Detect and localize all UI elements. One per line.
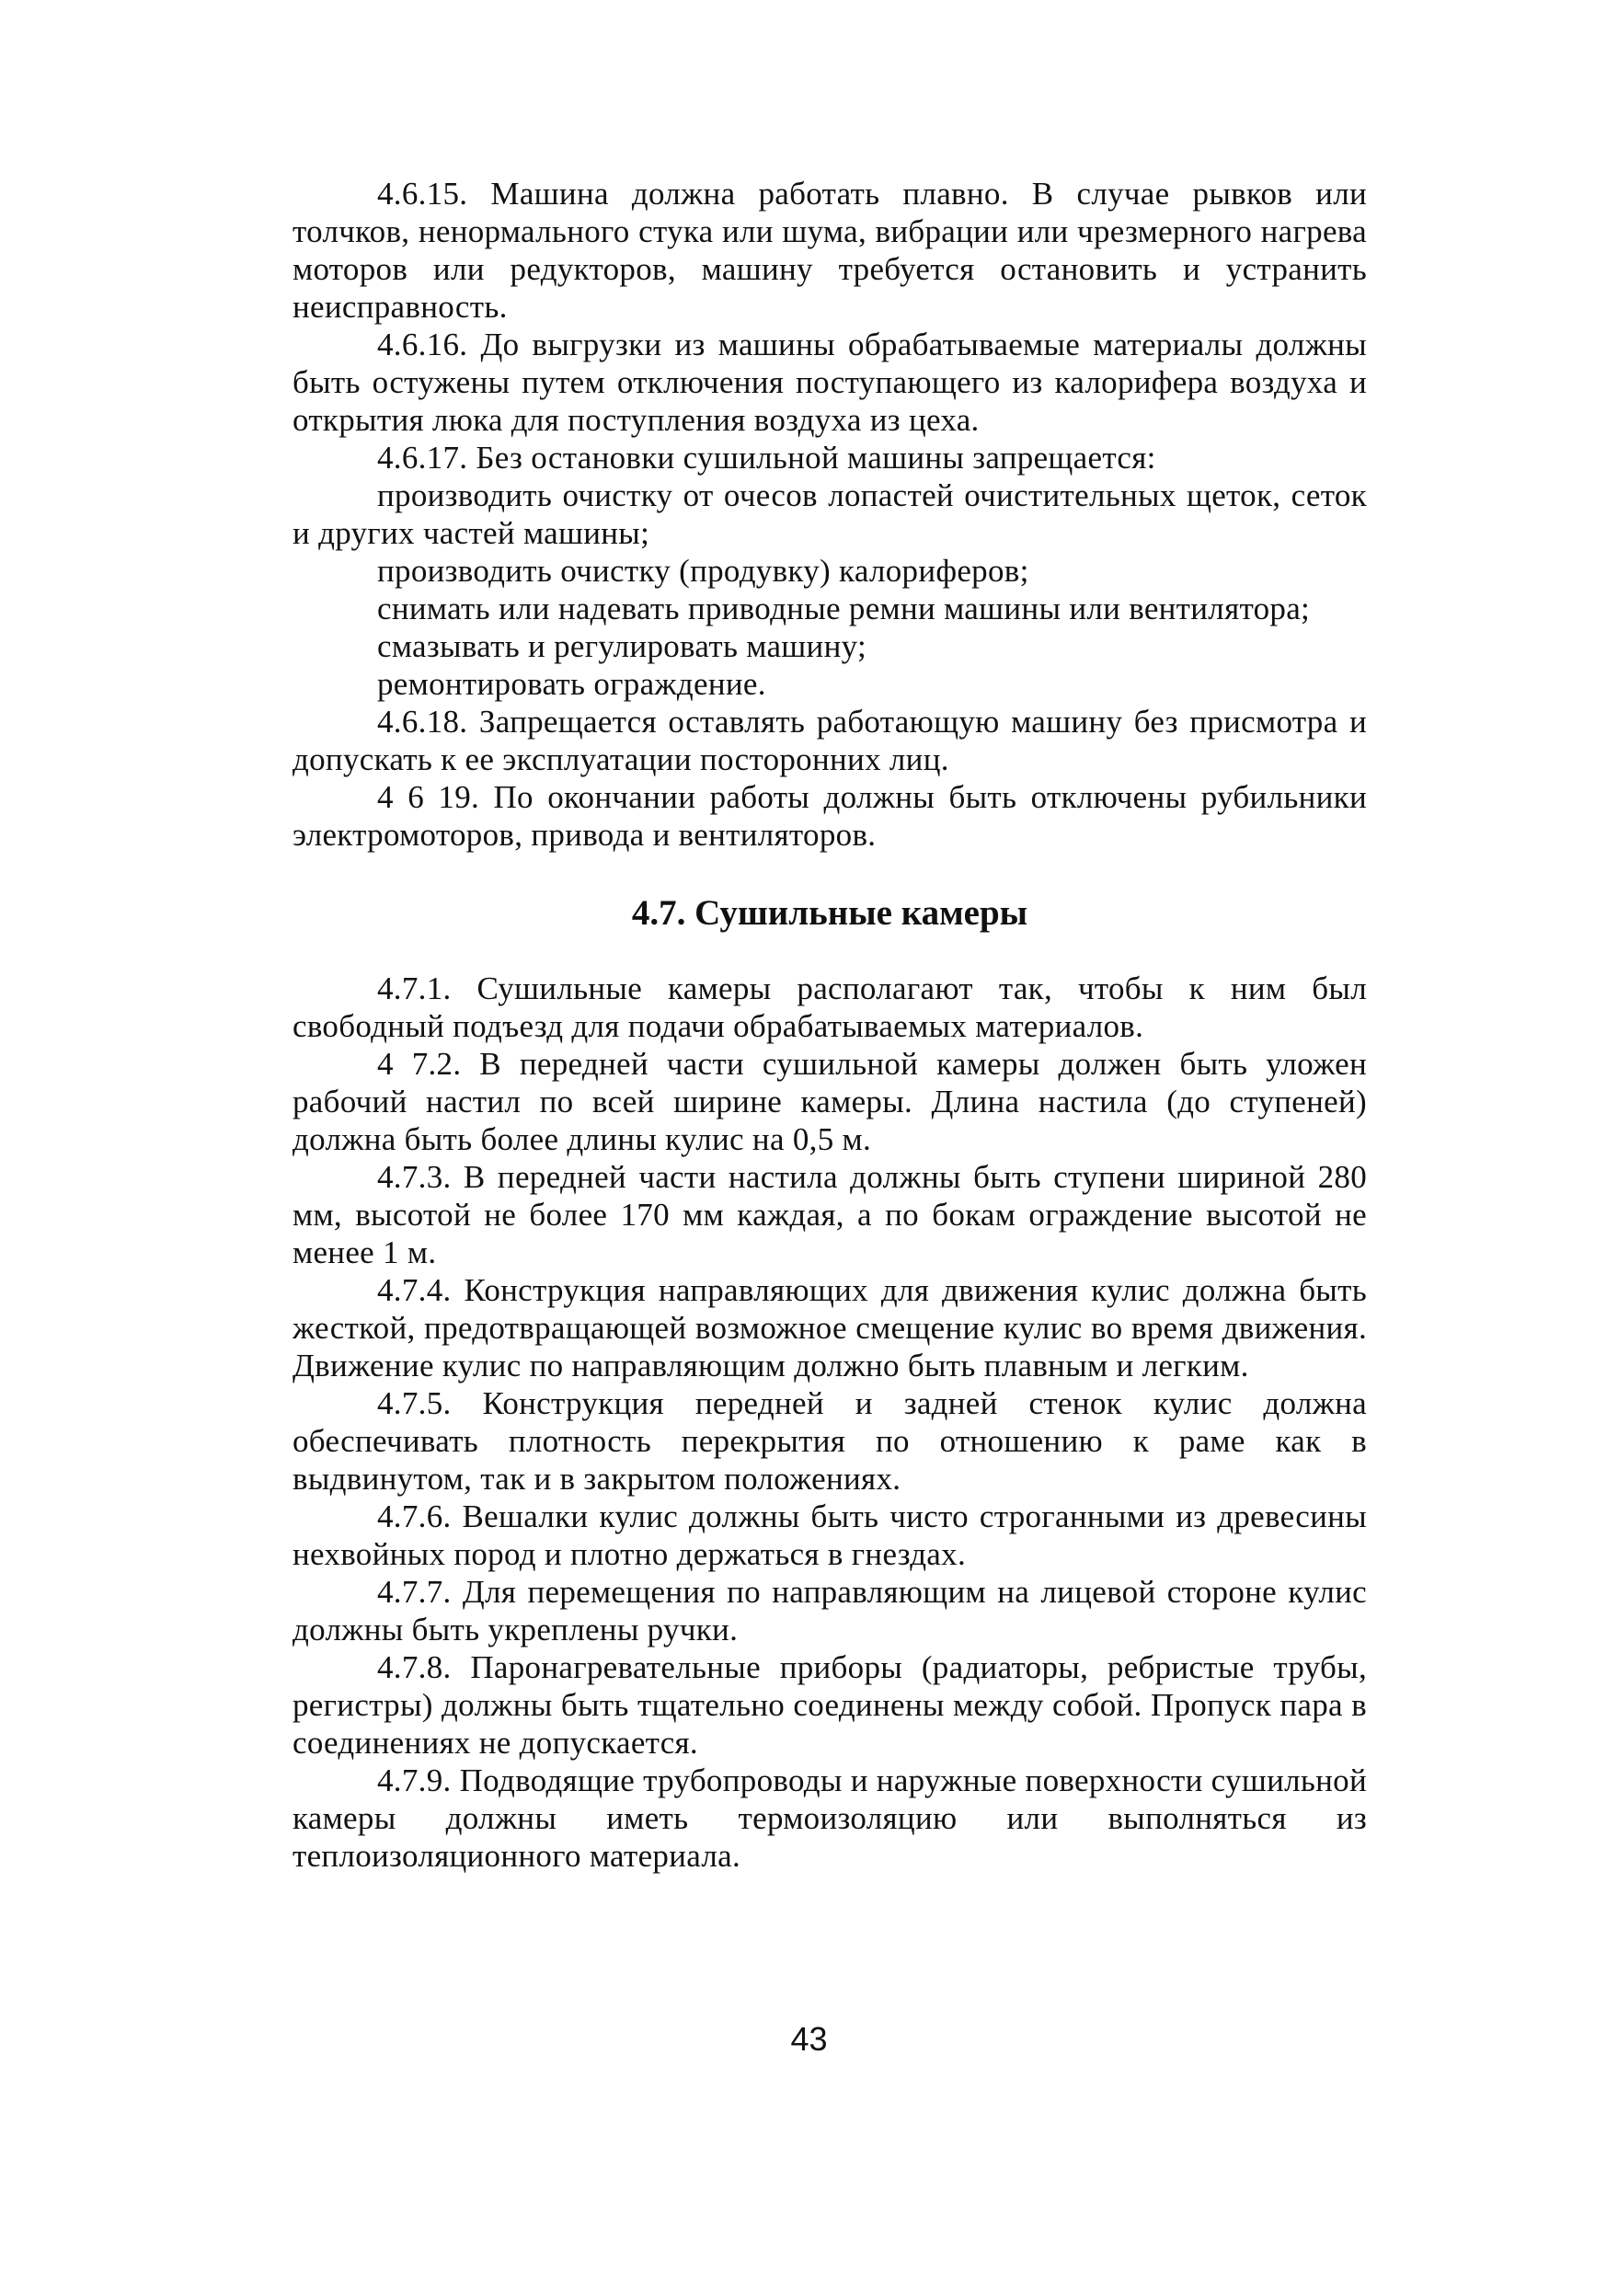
paragraph-4-7-5: 4.7.5. Конструкция передней и задней стенок кулис должна обеспечивать плотность перекрытия по отношению к раме как в выдвинутом, так и в закрытом положениях. [293, 1385, 1367, 1497]
list-item: производить очистку (продувку) калориферов; [377, 553, 1029, 589]
list-item: снимать или надевать приводные ремни машины или вентилятора; [377, 591, 1311, 626]
section-heading: 4.7. Сушильные камеры [631, 893, 1028, 933]
paragraph-4-7-1: 4.7.1. Сушильные камеры располагают так, чтобы к ним был свободный подъезд для подачи обрабатываемых материалов. [293, 970, 1367, 1044]
list-item: смазывать и регулировать машину; [377, 628, 866, 664]
document-page [293, 175, 1367, 1875]
page-number: 43 [790, 2020, 828, 2058]
paragraph-4-6-19: 4 6 19. По окончании работы должны быть отключены рубильники электромоторов, привода и вентиляторов. [293, 779, 1367, 853]
list-item: производить очистку от очесов лопастей очистительных щеток, сеток и других частей машины; [293, 477, 1367, 551]
paragraph-4-6-15: 4.6.15. Машина должна работать плавно. В случае рывков или толчков, ненормального стука или шума, вибрации или чрезмерного нагрева моторов или редукторов, машину требуется остановить и устранить неисправность. [293, 176, 1367, 325]
paragraph-4-7-8: 4.7.8. Паронагревательные приборы (радиаторы, ребристые трубы, регистры) должны быть тщательно соединены между собой. Пропуск пара в соединениях не допускается. [293, 1649, 1367, 1761]
paragraph-4-7-6: 4.7.6. Вешалки кулис должны быть чисто строганными из древесины нехвойных пород и плотно держаться в гнездах. [293, 1498, 1367, 1572]
paragraph-4-6-17: 4.6.17. Без остановки сушильной машины запрещается: [377, 440, 1156, 476]
paragraph-4-7-3: 4.7.3. В передней части настила должны быть ступени шириной 280 мм, высотой не более 170 мм каждая, а по бокам ограждение высотой не менее 1 м. [293, 1159, 1367, 1270]
paragraph-4-7-2: 4 7.2. В передней части сушильной камеры должен быть уложен рабочий настил по всей ширине камеры. Длина настила (до ступеней) должна быть более длины кулис на 0,5 м. [293, 1046, 1367, 1157]
paragraph-4-7-9: 4.7.9. Подводящие трубопроводы и наружные поверхности сушильной камеры должны иметь термоизоляцию или выполняться из теплоизоляционного материала. [293, 1762, 1367, 1874]
paragraph-4-6-18: 4.6.18. Запрещается оставлять работающую машину без присмотра и допускать к ее эксплуатации посторонних лиц. [293, 704, 1367, 777]
list-item: ремонтировать ограждение. [377, 666, 766, 702]
paragraph-4-7-7: 4.7.7. Для перемещения по направляющим на лицевой стороне кулис должны быть укреплены ручки. [293, 1574, 1367, 1647]
paragraph-4-7-4: 4.7.4. Конструкция направляющих для движения кулис должна быть жесткой, предотвращающей возможное смещение кулис во время движения. Движение кулис по направляющим должно быть плавным и легким. [293, 1272, 1367, 1383]
paragraph-4-6-16: 4.6.16. До выгрузки из машины обрабатываемые материалы должны быть остужены путем отключения поступающего из калорифера воздуха и открытия люка для поступления воздуха из цеха. [293, 327, 1367, 438]
